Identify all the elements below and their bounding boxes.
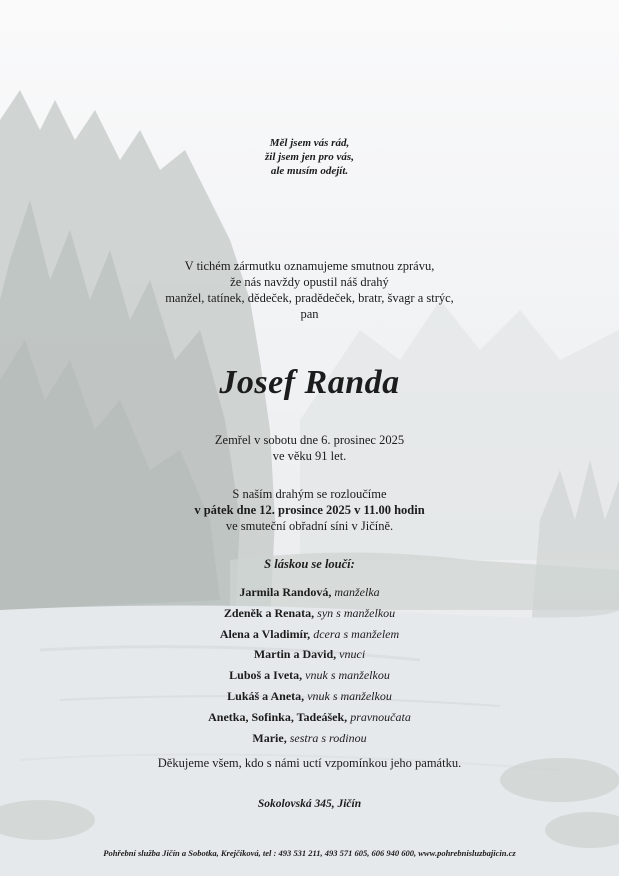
mourner-relation: manželka [334,585,380,599]
intro-line: že nás navždy opustil náš drahý [230,275,389,289]
mourner-name: Luboš a Iveta, [229,668,303,683]
mourner-relation: sestra s rodinou [289,730,367,745]
mourner-row [0,603,619,624]
death-date: Zemřel v sobotu dne 6. prosinec 2025 [214,433,405,447]
mourners-list [0,582,619,748]
mourner-name: Anetka, Sofinka, Tadeášek, [208,709,348,724]
mourner-name: Alena a Vladimír, [219,626,311,641]
mourner-name: Zdeněk a Renata, [223,605,315,620]
funeral-intro: S naším drahým se rozloučíme [232,487,387,501]
mourner-relation: dcera s manželem [313,626,400,641]
mourner-name: Martin a David, [253,647,337,662]
mourner-row [0,707,619,728]
funeral-details [0,486,619,534]
mourner-name: Marie, [252,730,287,745]
motto-line: Měl jsem vás rád, [269,137,350,149]
intro-line: pan [300,307,319,321]
motto-line: žil jsem jen pro vás, [265,151,354,163]
mourner-row [0,686,619,707]
mourner-row [0,665,619,686]
death-details [0,432,619,464]
family-address: Sokolovská 345, Jičín [257,798,362,810]
motto-line: ale musím odejít. [270,165,349,177]
thanks-line: Děkujeme všem, kdo s námi uctí vzpomínkou jeho památku. [157,756,462,770]
mourner-relation: syn s manželkou [317,605,396,620]
intro-line: manžel, tatínek, dědeček, pradědeček, bratr, švagr a strýc, [165,291,454,305]
motto-verse [0,136,619,178]
funeral-date-time: v pátek dne 12. prosince 2025 v 11.00 hodin [194,503,425,517]
mourner-row [0,624,619,645]
death-age: ve věku 91 let. [272,449,347,463]
mourner-row [0,644,619,665]
announcement-intro [0,258,619,322]
funeral-place: ve smuteční obřadní síni v Jičíně. [225,519,394,533]
mourner-relation: vnuci [339,647,366,662]
mourner-relation: pravnoučata [350,709,411,724]
mourner-name: Lukáš a Aneta, [227,688,305,703]
mourner-row [0,728,619,749]
mourner-row [0,582,619,603]
mourner-name: Jarmila Randová, [239,585,332,599]
intro-line: V tichém zármutku oznamujeme smutnou zprávu, [184,259,435,273]
deceased-name: Josef Randa [219,364,400,401]
mourner-relation: vnuk s manželkou [305,668,390,683]
mourners-heading: S láskou se loučí: [264,557,355,571]
mourner-relation: vnuk s manželkou [307,688,392,703]
funeral-service-footer: Pohřební služba Jičín a Sobotka, Krejčíková, tel : 493 531 211, 493 571 605, 606 940 600, www.pohrebnisluzbajicin.cz [103,848,516,858]
